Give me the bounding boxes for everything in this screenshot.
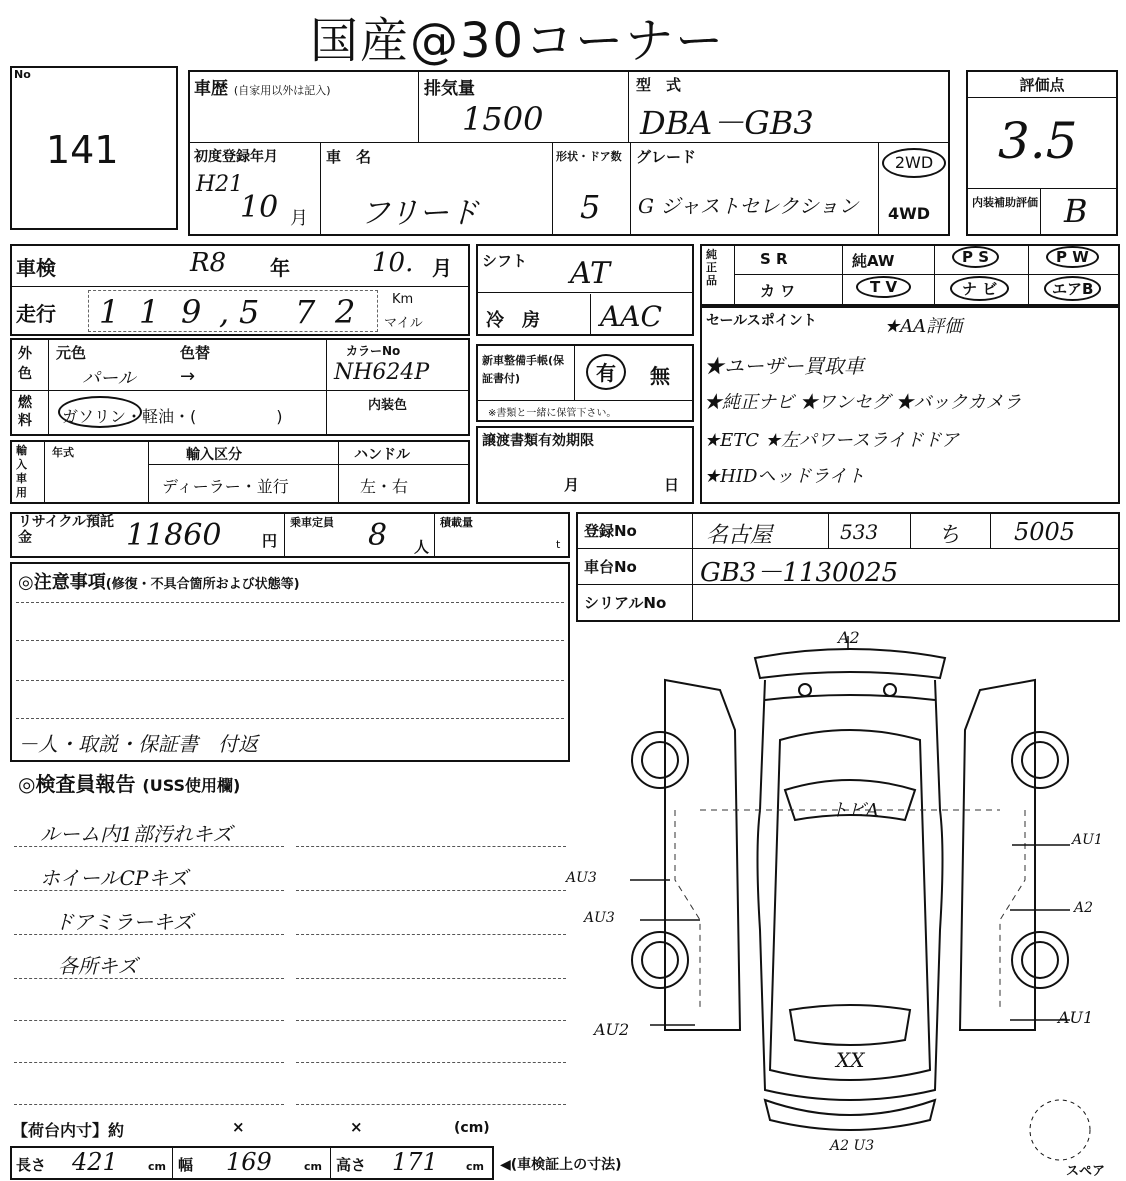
report-line-2: ホイールCPキズ (40, 866, 188, 890)
new-car-note: ※書類と一緒に保管下さい。 (488, 408, 617, 419)
spare-label: スペア (1066, 1164, 1106, 1179)
interior-score-value: B (1064, 192, 1088, 230)
lot-label: No (14, 68, 31, 81)
sales-point-1: ★AA評価 (884, 316, 963, 337)
new-car-yes: 有 (586, 354, 626, 390)
equip-aw: 純AW (852, 252, 895, 270)
load-unit: t (556, 538, 561, 551)
equip-kawa: カ ワ (760, 282, 796, 300)
sales-points-label: セールスポイント (706, 313, 817, 329)
equip-navi: ナ ビ (950, 276, 1009, 301)
color-code-label: カラーNo (346, 344, 401, 358)
handle-value: 左・右 (360, 477, 409, 496)
report-label: ◎検査員報告 (USS使用欄) (18, 772, 241, 796)
import-class-label: 輸入区分 (186, 447, 242, 463)
load-label: 積載量 (440, 516, 473, 529)
mark-right-3: AU1 (1058, 1008, 1094, 1027)
notes-label: ◎注意事項(修復・不具合箇所および状態等) (18, 572, 300, 593)
sales-point-2: ★ユーザー買取車 (704, 354, 864, 378)
model-value: DBA－GB3 (640, 104, 814, 142)
length-label: 長さ (16, 1156, 47, 1174)
sales-point-5: ★HIDヘッドライト (704, 466, 865, 487)
transfer-label: 譲渡書類有効期限 (482, 433, 594, 449)
report-line-3: ドアミラーキズ (54, 910, 193, 934)
shift-value: AT (570, 256, 611, 291)
registration-area: 名古屋 (706, 523, 773, 548)
doors-value: 5 (580, 188, 601, 226)
grade-value: G ジャストセレクション (638, 194, 859, 218)
sales-point-3: ★純正ナビ ★ワンセグ ★バックカメラ (704, 392, 1022, 413)
new-car-label: 新車整備手帳(保証書付) (482, 354, 565, 385)
color-orig-value: パール (82, 368, 136, 389)
drive-2wd: 2WD (882, 148, 946, 178)
chassis-value: GB3－1130025 (700, 558, 899, 588)
color-label: 外色 (18, 346, 32, 382)
length-value: 421 (72, 1148, 118, 1176)
car-damage-diagram (600, 630, 1100, 1170)
import-year-label: 年式 (52, 446, 74, 459)
equip-tv: T V (856, 276, 911, 298)
capacity-label: 乗車定員 (290, 516, 334, 529)
transfer-month: 月 (564, 476, 580, 494)
first-reg-unit: 月 (290, 208, 308, 229)
height-value: 171 (392, 1148, 438, 1176)
mileage-digits: 1 1 9 , 5 7 2 (88, 290, 378, 332)
inspection-label: 車検 (16, 256, 56, 280)
sales-point-4: ★ETC ★左パワースライドドア (704, 430, 959, 451)
shift-label: シフト (482, 252, 528, 270)
inspection-year: R8 (190, 248, 227, 278)
mark-right-1: AU1 (1072, 832, 1103, 848)
capacity-unit: 人 (414, 538, 430, 556)
report-line-4: 各所キズ (58, 954, 138, 978)
import-label: 輸入車用 (16, 444, 27, 499)
color-orig-label: 元色 (56, 344, 87, 362)
first-reg-year: H21 (196, 172, 244, 197)
capacity-value: 8 (368, 518, 388, 553)
ac-label: 冷 房 (486, 310, 540, 331)
recycle-value: 11860 (126, 518, 222, 553)
notes-line-1: －人・取説・保証書 付返 (18, 732, 258, 756)
color-arrow: → (180, 366, 196, 387)
cargo-x1: × (232, 1118, 245, 1136)
drive-4wd: 4WD (888, 204, 931, 223)
fuel-label: 燃料 (18, 395, 32, 429)
recycle-label: リサイクル預託金 (18, 514, 115, 546)
mark-roof: トビA (830, 800, 879, 821)
recycle-unit: 円 (262, 532, 278, 550)
displacement-label: 排気量 (424, 79, 475, 99)
dims-note: ◀(車検証上の寸法) (500, 1157, 622, 1173)
first-reg-label: 初度登録年月 (194, 149, 278, 165)
height-label: 高さ (336, 1156, 367, 1174)
registration-kana: ち (938, 523, 961, 548)
lot-box (10, 66, 178, 230)
inspection-year-unit: 年 (270, 256, 290, 280)
fuel-gasoline-circle (58, 396, 142, 428)
ac-value: AAC (600, 300, 662, 333)
new-car-no: 無 (650, 364, 670, 388)
inspection-month: 10. (372, 248, 414, 278)
equip-pw: P W (1046, 246, 1099, 268)
handle-label: ハンドル (354, 447, 410, 463)
cargo-cm: (cm) (454, 1120, 490, 1136)
doors-label: 形状・ドア数 (556, 150, 622, 163)
score-label: 評価点 (968, 72, 1116, 98)
color-change-label: 色替 (180, 344, 211, 362)
sheet-title: 国産@30コーナー (310, 13, 726, 69)
fuel-options: ガソリン・軽油・( ) (62, 407, 283, 426)
mark-left-3: AU2 (594, 1020, 630, 1039)
serial-label: シリアルNo (584, 594, 667, 612)
displacement-value: 1500 (462, 100, 544, 138)
mark-left-1: AU3 (566, 870, 597, 886)
mileage-unit-mile: マイル (384, 316, 423, 331)
mark-right-2: A2 (1074, 900, 1094, 916)
score-box (966, 70, 1118, 236)
height-unit: cm (466, 1160, 484, 1173)
registration-number: 5005 (1014, 518, 1076, 546)
inspection-month-unit: 月 (432, 256, 452, 280)
mark-left-2: AU3 (584, 910, 615, 926)
chassis-label: 車台No (584, 558, 637, 576)
mileage-label: 走行 (16, 302, 56, 326)
equip-sr: S R (760, 250, 788, 268)
car-name-label: 車 名 (326, 148, 372, 166)
mileage-unit-km: Km (392, 292, 414, 307)
transfer-day: 日 (664, 476, 680, 494)
score-value: 3.5 (998, 112, 1078, 170)
equipment-label: 純正品 (706, 248, 717, 287)
color-code-value: NH624P (334, 360, 430, 385)
first-reg-month: 10 (240, 190, 279, 225)
mark-top: A2 (838, 628, 860, 647)
grade-label: グレード (636, 148, 697, 166)
history-label: 車歴 (自家用以外は記入) (194, 79, 331, 99)
mark-rear: A2 U3 (830, 1138, 875, 1154)
cargo-x2: × (350, 1118, 363, 1136)
width-label: 幅 (178, 1156, 194, 1174)
equip-ps: P S (952, 246, 999, 268)
registration-label: 登録No (584, 522, 637, 540)
car-name-value: フリード (360, 196, 479, 231)
equip-airbag: エアB (1044, 276, 1101, 301)
interior-color-label: 内装色 (368, 398, 408, 413)
length-unit: cm (148, 1160, 166, 1173)
interior-score-label: 内装補助評価 (972, 196, 1038, 209)
mark-rear-body: XX (836, 1048, 865, 1072)
width-unit: cm (304, 1160, 322, 1173)
report-line-1: ルーム内1部汚れキズ (40, 822, 233, 846)
lot-number: 141 (46, 128, 119, 172)
registration-class: 533 (840, 520, 879, 544)
width-value: 169 (226, 1148, 272, 1176)
cargo-label: 【荷台内寸】約 (12, 1121, 125, 1140)
model-label: 型 式 (636, 76, 682, 94)
import-class-value: ディーラー・並行 (162, 477, 289, 496)
